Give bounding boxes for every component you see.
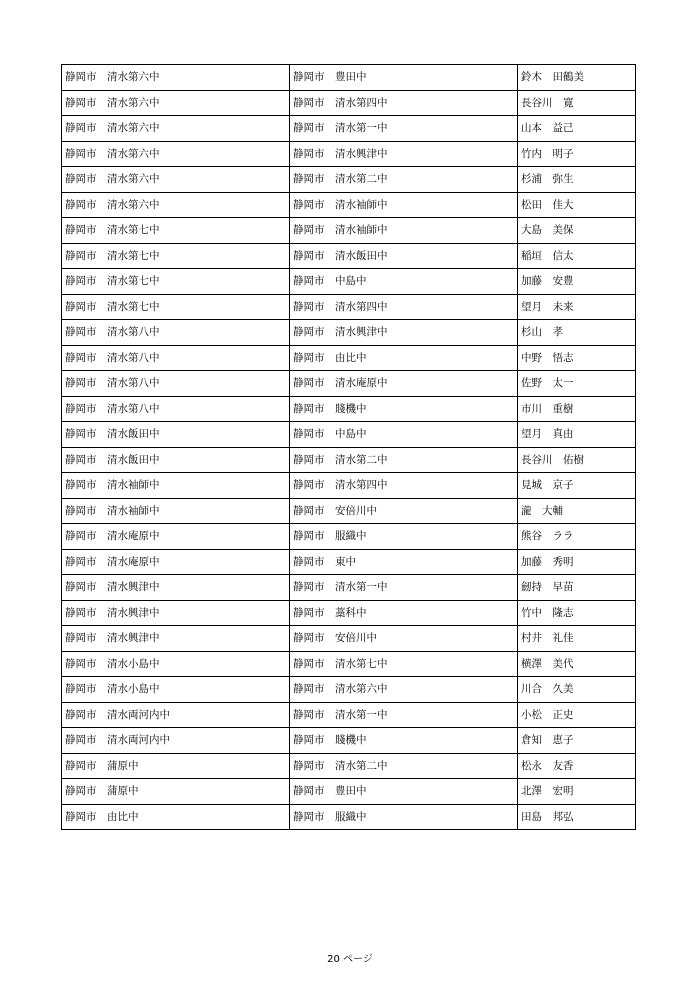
to-school-cell: 静岡市 清水第一中 xyxy=(290,575,518,601)
from-school-cell: 静岡市 清水袖師中 xyxy=(62,473,290,499)
to-school-cell: 静岡市 清水興津中 xyxy=(290,320,518,346)
from-school-cell: 静岡市 清水第八中 xyxy=(62,371,290,397)
assignment-table xyxy=(61,64,636,830)
to-school-cell: 静岡市 清水第四中 xyxy=(290,90,518,116)
person-name-cell: 竹内 明子 xyxy=(518,141,636,167)
to-school-cell: 静岡市 服織中 xyxy=(290,524,518,550)
table-row xyxy=(62,320,636,346)
from-school-cell: 静岡市 清水第六中 xyxy=(62,90,290,116)
from-school-cell: 静岡市 清水庵原中 xyxy=(62,524,290,550)
person-name-cell: 望月 真由 xyxy=(518,422,636,448)
from-school-cell: 静岡市 清水両河内中 xyxy=(62,702,290,728)
table-row xyxy=(62,575,636,601)
person-name-cell: 長谷川 寛 xyxy=(518,90,636,116)
to-school-cell: 静岡市 中島中 xyxy=(290,269,518,295)
table-row xyxy=(62,218,636,244)
from-school-cell: 静岡市 清水第六中 xyxy=(62,141,290,167)
to-school-cell: 静岡市 安倍川中 xyxy=(290,498,518,524)
person-name-cell: 田島 邦弘 xyxy=(518,804,636,830)
table-row xyxy=(62,345,636,371)
person-name-cell: 稲垣 信太 xyxy=(518,243,636,269)
person-name-cell: 村井 礼佳 xyxy=(518,626,636,652)
person-name-cell: 横澤 美代 xyxy=(518,651,636,677)
to-school-cell: 静岡市 清水袖師中 xyxy=(290,192,518,218)
from-school-cell: 静岡市 清水飯田中 xyxy=(62,422,290,448)
person-name-cell: 市川 重樹 xyxy=(518,396,636,422)
to-school-cell: 静岡市 清水第四中 xyxy=(290,473,518,499)
from-school-cell: 静岡市 清水袖師中 xyxy=(62,498,290,524)
table-row xyxy=(62,167,636,193)
to-school-cell: 静岡市 清水第二中 xyxy=(290,447,518,473)
person-name-cell: 望月 未来 xyxy=(518,294,636,320)
table-row xyxy=(62,90,636,116)
table-row xyxy=(62,141,636,167)
from-school-cell: 静岡市 清水第六中 xyxy=(62,116,290,142)
table-row xyxy=(62,396,636,422)
to-school-cell: 静岡市 服織中 xyxy=(290,804,518,830)
from-school-cell: 静岡市 清水第八中 xyxy=(62,396,290,422)
table-row xyxy=(62,473,636,499)
from-school-cell: 静岡市 清水第七中 xyxy=(62,218,290,244)
table-row xyxy=(62,116,636,142)
table-row xyxy=(62,422,636,448)
table-row xyxy=(62,804,636,830)
person-name-cell: 瀧 大輔 xyxy=(518,498,636,524)
person-name-cell: 熊谷 ララ xyxy=(518,524,636,550)
table-row xyxy=(62,269,636,295)
to-school-cell: 静岡市 豊田中 xyxy=(290,779,518,805)
person-name-cell: 倉知 恵子 xyxy=(518,728,636,754)
person-name-cell: 劒持 早苗 xyxy=(518,575,636,601)
table-row xyxy=(62,524,636,550)
table-body xyxy=(62,65,636,830)
to-school-cell: 静岡市 清水飯田中 xyxy=(290,243,518,269)
person-name-cell: 長谷川 佑樹 xyxy=(518,447,636,473)
from-school-cell: 静岡市 清水第六中 xyxy=(62,167,290,193)
table-row xyxy=(62,702,636,728)
to-school-cell: 静岡市 豊田中 xyxy=(290,65,518,91)
person-name-cell: 山本 益己 xyxy=(518,116,636,142)
person-name-cell: 川合 久美 xyxy=(518,677,636,703)
to-school-cell: 静岡市 清水第二中 xyxy=(290,167,518,193)
to-school-cell: 静岡市 清水第七中 xyxy=(290,651,518,677)
person-name-cell: 小松 正史 xyxy=(518,702,636,728)
to-school-cell: 静岡市 清水庵原中 xyxy=(290,371,518,397)
from-school-cell: 静岡市 蒲原中 xyxy=(62,753,290,779)
to-school-cell: 静岡市 清水第一中 xyxy=(290,702,518,728)
person-name-cell: 杉山 孝 xyxy=(518,320,636,346)
person-name-cell: 北澤 宏明 xyxy=(518,779,636,805)
from-school-cell: 静岡市 清水小島中 xyxy=(62,651,290,677)
table-row xyxy=(62,626,636,652)
from-school-cell: 静岡市 清水第八中 xyxy=(62,345,290,371)
to-school-cell: 静岡市 中島中 xyxy=(290,422,518,448)
from-school-cell: 静岡市 由比中 xyxy=(62,804,290,830)
person-name-cell: 松永 友香 xyxy=(518,753,636,779)
person-name-cell: 松田 佳大 xyxy=(518,192,636,218)
page-number: 20 ページ xyxy=(327,954,373,965)
table-row xyxy=(62,447,636,473)
to-school-cell: 静岡市 賤機中 xyxy=(290,728,518,754)
to-school-cell: 静岡市 賤機中 xyxy=(290,396,518,422)
from-school-cell: 静岡市 清水第六中 xyxy=(62,65,290,91)
to-school-cell: 静岡市 清水第一中 xyxy=(290,116,518,142)
person-name-cell: 竹中 隆志 xyxy=(518,600,636,626)
person-name-cell: 佐野 太一 xyxy=(518,371,636,397)
table-row xyxy=(62,651,636,677)
to-school-cell: 静岡市 清水興津中 xyxy=(290,141,518,167)
from-school-cell: 静岡市 清水興津中 xyxy=(62,600,290,626)
to-school-cell: 静岡市 清水第四中 xyxy=(290,294,518,320)
to-school-cell: 静岡市 清水第六中 xyxy=(290,677,518,703)
to-school-cell: 静岡市 東中 xyxy=(290,549,518,575)
to-school-cell: 静岡市 藁科中 xyxy=(290,600,518,626)
table-row xyxy=(62,294,636,320)
table-row xyxy=(62,371,636,397)
from-school-cell: 静岡市 清水飯田中 xyxy=(62,447,290,473)
from-school-cell: 静岡市 清水庵原中 xyxy=(62,549,290,575)
person-name-cell: 杉浦 弥生 xyxy=(518,167,636,193)
table-row xyxy=(62,728,636,754)
person-name-cell: 加藤 安豊 xyxy=(518,269,636,295)
person-name-cell: 中野 悟志 xyxy=(518,345,636,371)
to-school-cell: 静岡市 清水袖師中 xyxy=(290,218,518,244)
table-row xyxy=(62,753,636,779)
table-row xyxy=(62,549,636,575)
from-school-cell: 静岡市 清水第七中 xyxy=(62,294,290,320)
from-school-cell: 静岡市 清水興津中 xyxy=(62,575,290,601)
table-row xyxy=(62,498,636,524)
table-row xyxy=(62,65,636,91)
person-name-cell: 鈴木 田鶴美 xyxy=(518,65,636,91)
from-school-cell: 静岡市 清水第六中 xyxy=(62,192,290,218)
from-school-cell: 静岡市 清水第七中 xyxy=(62,269,290,295)
to-school-cell: 静岡市 清水第二中 xyxy=(290,753,518,779)
from-school-cell: 静岡市 清水興津中 xyxy=(62,626,290,652)
table-row xyxy=(62,600,636,626)
table-row xyxy=(62,779,636,805)
to-school-cell: 静岡市 由比中 xyxy=(290,345,518,371)
from-school-cell: 静岡市 清水両河内中 xyxy=(62,728,290,754)
from-school-cell: 静岡市 清水第七中 xyxy=(62,243,290,269)
person-name-cell: 見城 京子 xyxy=(518,473,636,499)
from-school-cell: 静岡市 清水第八中 xyxy=(62,320,290,346)
table-row xyxy=(62,243,636,269)
from-school-cell: 静岡市 清水小島中 xyxy=(62,677,290,703)
table-row xyxy=(62,192,636,218)
person-name-cell: 大島 美保 xyxy=(518,218,636,244)
person-name-cell: 加藤 秀明 xyxy=(518,549,636,575)
from-school-cell: 静岡市 蒲原中 xyxy=(62,779,290,805)
to-school-cell: 静岡市 安倍川中 xyxy=(290,626,518,652)
table-row xyxy=(62,677,636,703)
